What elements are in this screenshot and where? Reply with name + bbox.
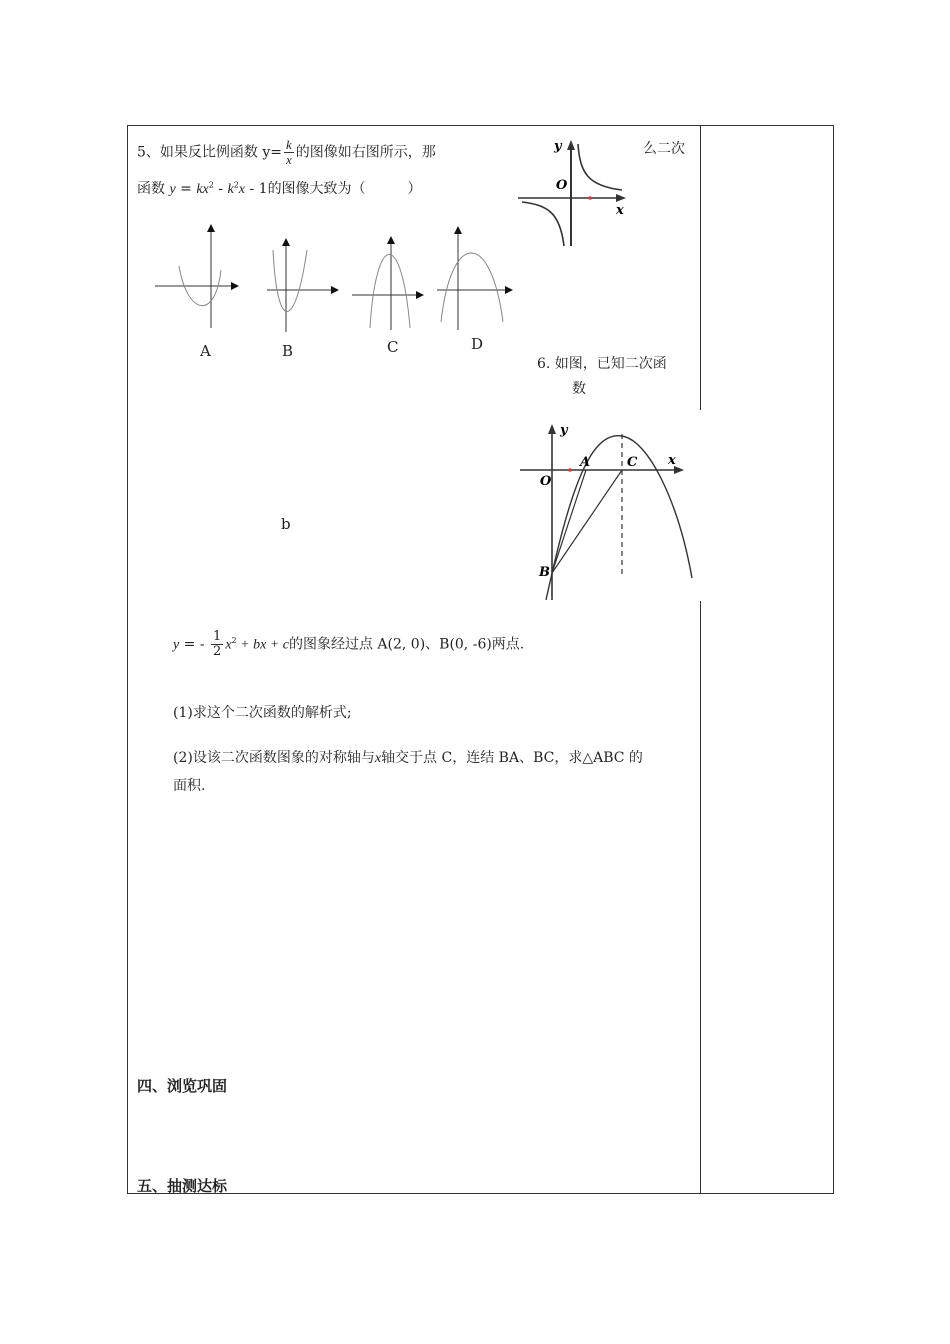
option-a-graph [153, 222, 243, 332]
q5-fraction: $\frac{k}{x}$ [286, 137, 292, 167]
hyperbola-figure [518, 138, 628, 248]
parabola-figure [518, 420, 698, 604]
par-label-c: C [627, 455, 638, 470]
par-label-x: x [668, 453, 676, 468]
option-b-graph [265, 236, 355, 336]
option-c-graph [350, 232, 440, 332]
option-d-graph [435, 226, 525, 336]
option-b-label: B [282, 342, 294, 360]
q5-after-fraction: 的图像如右图所示，那 [295, 144, 436, 161]
q6-part2-line1: (2)设该二次函数图象的对称轴与x轴交于点 C，连结 BA、BC，求△ABC 的 [173, 750, 643, 766]
section-5-heading: 五、抽测达标 [137, 1177, 228, 1195]
option-d-label: D [471, 335, 484, 353]
q6-fraction: $\frac{1}{2}$ [213, 629, 222, 659]
column-divider-bottom [700, 601, 701, 1194]
q5-tail: 么二次 [643, 141, 685, 157]
q6-part2-line2: 面积. [173, 778, 206, 794]
par-label-b: B [539, 565, 550, 580]
q6-part1: (1)求这个二次函数的解析式; [173, 705, 352, 721]
q6-stray-b: b [281, 515, 291, 533]
q6-equation-line: y = - $\frac{1}{2}$ $x^2$ + bx + c的图象经过点 A(2, 0)、B(0, -6)两点. [173, 629, 525, 659]
hyp-label-x: x [616, 203, 624, 218]
q5-line2: 函数 $y = kx^2 - k^2x - 1$的图像大致为（ ） [137, 180, 422, 197]
q5-prefix: 5、如果反比例函数 y= [137, 144, 282, 161]
hyp-label-o: O [556, 178, 568, 193]
option-c-label: C [387, 338, 399, 356]
hyp-label-y: y [554, 139, 562, 154]
par-label-y: y [560, 423, 568, 438]
q6-intro-line1: 6. 如图，已知二次函 [537, 356, 667, 372]
par-label-o: O [540, 474, 552, 489]
q6-intro-line2: 数 [572, 381, 586, 397]
column-divider-top [700, 125, 701, 410]
option-a-label: A [200, 342, 211, 360]
q5-line1 [137, 138, 436, 167]
par-label-a: A [580, 455, 591, 470]
section-4-heading: 四、浏览巩固 [137, 1077, 228, 1095]
